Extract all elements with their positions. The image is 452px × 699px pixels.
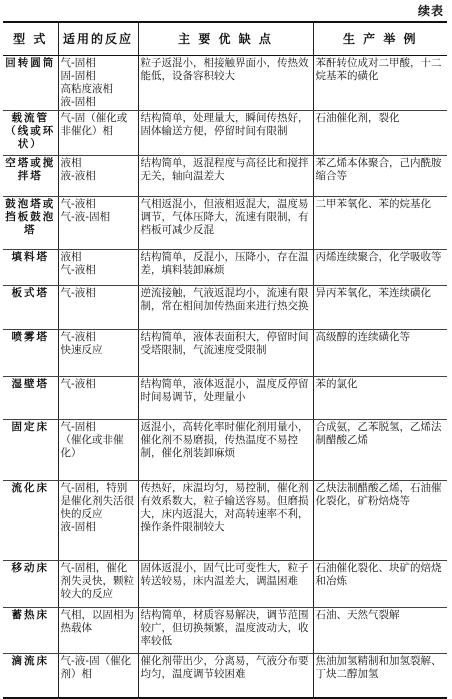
cell-example: 苯酐转位成对二甲酸，十二烷基苯的磺化 [313, 56, 447, 111]
cell-example: 焦油加氢精制和加氢裂解、丁炔二醇加氢 [313, 654, 447, 698]
cell-type: 载流管 （线或环状） [3, 111, 58, 156]
cell-reaction: 气-固相，特别是催化剂失活很快的反应 液-固相 [58, 481, 138, 561]
table-row [3, 250, 447, 286]
header-example: 生 产 举 例 [313, 22, 447, 56]
continued-label: 续表 [417, 4, 444, 18]
table-row [3, 330, 447, 377]
cell-reaction: 气-液相 [58, 377, 138, 420]
table-row [3, 286, 447, 330]
cell-reaction: 气-固相 固-固相 高粘度液相 液-固相 [58, 56, 138, 111]
cell-merits: 固体返混小，固气比可变性大，粒子转送较易，床内温差大，调温困难 [138, 561, 313, 608]
cell-merits: 结构简单，反混小，压降小，存在温差，填料装卸麻烦 [138, 250, 313, 286]
cell-reaction: 气-液相 快速反应 [58, 330, 138, 377]
cell-merits: 结构简单，液体返混小，温度反停留时间易调节，处理量小 [138, 377, 313, 420]
cell-reaction: 气-液相 [58, 286, 138, 330]
cell-type: 蓄热床 [3, 608, 58, 654]
cell-type: 滴流床 [3, 654, 58, 698]
cell-type: 湿壁塔 [3, 377, 58, 420]
cell-reaction: 气-固相，催化剂失灵快，颗粒较大的反应 [58, 561, 138, 608]
table-row [3, 561, 447, 608]
cell-reaction: 液相 气-液相 [58, 250, 138, 286]
cell-example: 苯的氯化 [313, 377, 447, 420]
cell-example: 石油催化剂，裂化 [313, 111, 447, 156]
table-row [3, 654, 447, 698]
cell-type: 板式塔 [3, 286, 58, 330]
table-row [3, 377, 447, 420]
cell-merits: 返混小，高转化率时催化剂用量小，催化剂不易磨损，传热温度不易控制，催化剂装卸麻烦 [138, 420, 313, 481]
cell-type: 固定床 [3, 420, 58, 481]
cell-merits: 催化剂带出少，分离易，气液分布要均匀，温度调节较困难 [138, 654, 313, 698]
cell-example: 二甲苯氧化、苯的烷基化 [313, 197, 447, 250]
cell-merits: 结构简单，返混程度与高径比和搅拌无关，轴向温差大 [138, 156, 313, 197]
header-row [3, 22, 447, 56]
cell-example: 合成氨，乙苯脱氢，乙烯法制醋酸乙烯 [313, 420, 447, 481]
table-row [3, 481, 447, 561]
cell-type: 填料塔 [3, 250, 58, 286]
table-row [3, 608, 447, 654]
cell-reaction: 气-液相 气-液-固相 [58, 197, 138, 250]
header-type: 型 式 [3, 22, 58, 56]
cell-example: 乙炔法制醋酸乙烯，石油催化裂化，矿粉焙烧等 [313, 481, 447, 561]
cell-merits: 粒子返混小，相接触界面小，传热效能低，设备容积较大 [138, 56, 313, 111]
cell-reaction: 气-固相 （催化或非催化） [58, 420, 138, 481]
cell-reaction: 气相，以固相为热载体 [58, 608, 138, 654]
cell-merits: 结构简单，液体表面积大，停留时间受塔限制，气流速度受限制 [138, 330, 313, 377]
table-row [3, 156, 447, 197]
table-row [3, 56, 447, 111]
header-reaction: 适用的反应 [58, 22, 138, 56]
cell-example: 高级醇的连续磺化等 [313, 330, 447, 377]
cell-merits: 结构简单，材质容易解决，调节范围较广，但切换频繁，温度波动大，收率较低 [138, 608, 313, 654]
cell-merits: 逆流接触，气液返混均小，流速有限制，常在相间加传热面来进行热交换 [138, 286, 313, 330]
cell-type: 空塔或搅拌塔 [3, 156, 58, 197]
table-row [3, 420, 447, 481]
header-merits: 主 要 优 缺 点 [138, 22, 313, 56]
cell-example: 苯乙烯本体聚合，己内酰胺缩合等 [313, 156, 447, 197]
reactor-table [3, 21, 447, 699]
cell-example: 异丙苯氧化，苯连续磺化 [313, 286, 447, 330]
cell-type: 移动床 [3, 561, 58, 608]
cell-reaction: 气-固（催化或非催化）相 [58, 111, 138, 156]
cell-example: 丙烯连续聚合，化学吸收等 [313, 250, 447, 286]
table-row [3, 111, 447, 156]
cell-example: 石油催化裂化、块矿的焙烧和冶炼 [313, 561, 447, 608]
cell-reaction: 液相 液-液相 [58, 156, 138, 197]
cell-type: 鼓泡塔或挡板鼓泡塔 [3, 197, 58, 250]
cell-example: 石油、天然气裂解 [313, 608, 447, 654]
cell-type: 喷雾塔 [3, 330, 58, 377]
cell-merits: 气相返混小，但液相返混大，温度易调节，气体压降大，流速有限制，有档板可减少反混 [138, 197, 313, 250]
cell-merits: 传热好，床温均匀，易控制，催化剂有效系数大，粒子输送容易。但磨损大，床内返混大，对高转速率不利，操作条件限制较大 [138, 481, 313, 561]
cell-type: 流化床 [3, 481, 58, 561]
cell-reaction: 气-液-固（催化剂）相 [58, 654, 138, 698]
cell-type: 回转圆筒 [3, 56, 58, 111]
cell-merits: 结构简单，处理量大，瞬间传热好，固体输送方便，停留时间有限制 [138, 111, 313, 156]
table-row [3, 197, 447, 250]
